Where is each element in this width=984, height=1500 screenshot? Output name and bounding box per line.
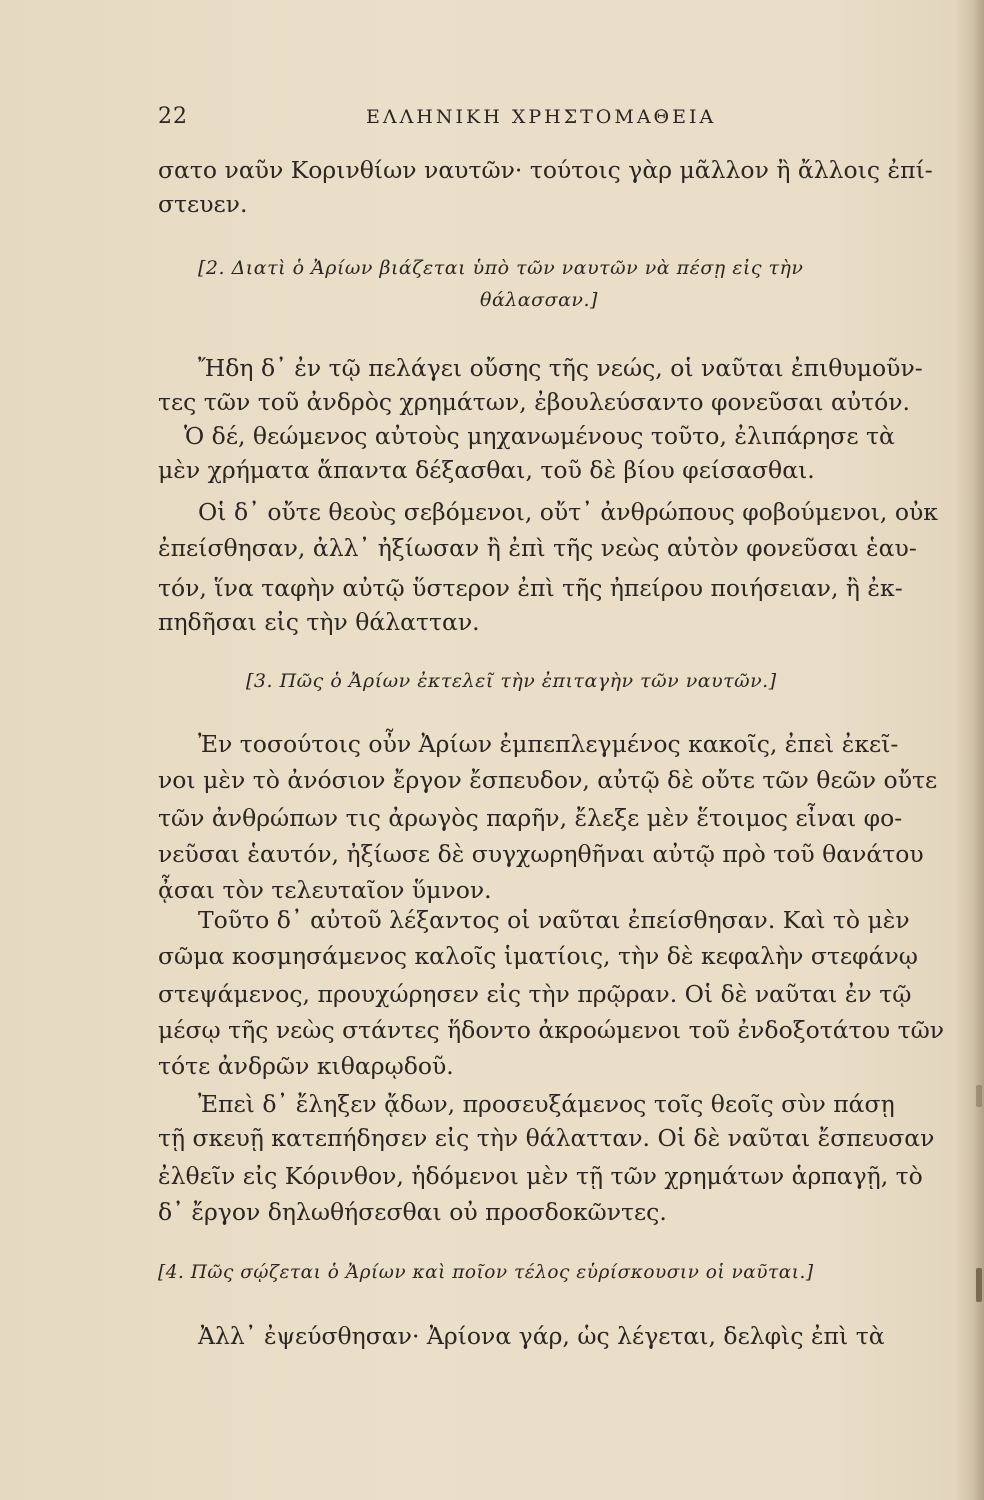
page-edge-mark — [976, 1268, 982, 1302]
text-line: νεῦσαι ἑαυτόν, ἠξίωσε δὲ συγχωρηθῆναι αὐτῷ πρὸ τοῦ θανάτου — [158, 840, 924, 868]
page-header — [158, 104, 918, 138]
text-line: δ᾿ ἔργον δηλωθήσεσθαι οὐ προσδοκῶντες. — [158, 1198, 667, 1226]
page-number: 22 — [158, 104, 188, 129]
text-line: τῇ σκευῇ κατεπήδησεν εἰς τὴν θάλατταν. Οἱ δὲ ναῦται ἔσπευσαν — [158, 1124, 935, 1152]
text-line: σατο ναῦν Κορινθίων ναυτῶν· τούτοις γὰρ μᾶλλον ἢ ἄλλοις ἐπί- — [158, 156, 933, 184]
text-line: τῶν ἀνθρώπων τις ἀρωγὸς παρῆν, ἔλεξε μὲν ἕτοιμος εἶναι φο- — [158, 804, 903, 832]
section-heading: [4. Πῶς σῴζεται ὁ Ἀρίων καὶ ποῖον τέλος εὑρίσκουσιν οἱ ναῦται.] — [158, 1262, 814, 1283]
section-heading: θάλασσαν.] — [480, 289, 598, 311]
text-line: Ἐπεὶ δ᾿ ἔληξεν ᾄδων, προσευξάμενος τοῖς θεοῖς σὺν πάσῃ — [198, 1090, 895, 1118]
text-line: σῶμα κοσμησάμενος καλοῖς ἱματίοις, τὴν δὲ κεφαλὴν στεφάνῳ — [158, 942, 918, 970]
text-line: στεψάμενος, προυχώρησεν εἰς τὴν πρῷραν. Οἱ δὲ ναῦται ἐν τῷ — [158, 980, 912, 1008]
text-line: Οἱ δ᾿ οὔτε θεοὺς σεβόμενοι, οὔτ᾿ ἀνθρώπους φοβούμενοι, οὐκ — [198, 498, 938, 526]
text-line: πηδῆσαι εἰς τὴν θάλατταν. — [158, 608, 480, 636]
text-line: νοι μὲν τὸ ἀνόσιον ἔργον ἔσπευδον, αὐτῷ δὲ οὔτε τῶν θεῶν οὔτε — [158, 766, 938, 794]
text-line: τόν, ἵνα ταφὴν αὐτῷ ὕστερον ἐπὶ τῆς ἠπείρου ποιήσειαν, ἢ ἐκ- — [158, 574, 903, 602]
text-line: στευεν. — [158, 190, 248, 218]
text-line: ἐλθεῖν εἰς Κόρινθον, ἡδόμενοι μὲν τῇ τῶν χρημάτων ἁρπαγῇ, τὸ — [158, 1162, 923, 1190]
text-line: ᾆσαι τὸν τελευταῖον ὕμνον. — [158, 876, 492, 904]
text-line: τες τῶν τοῦ ἀνδρὸς χρημάτων, ἐβουλεύσαντο φονεῦσαι αὐτόν. — [158, 388, 910, 416]
text-line: Ὁ δέ, θεώμενος αὐτοὺς μηχανωμένους τοῦτο, ἐλιπάρησε τὰ — [184, 422, 895, 450]
running-title: ΕΛΛΗΝΙΚΗ ΧΡΗΣΤΟΜΑΘΕΙΑ — [366, 106, 717, 128]
text-line: Τοῦτο δ᾿ αὐτοῦ λέξαντος οἱ ναῦται ἐπείσθησαν. Καὶ τὸ μὲν — [198, 906, 910, 934]
text-line: Ἀλλ᾿ ἐψεύσθησαν· Ἀρίονα γάρ, ὡς λέγεται, δελφὶς ἐπὶ τὰ — [198, 1322, 885, 1350]
section-heading: [2. Διατὶ ὁ Ἀρίων βιάζεται ὑπὸ τῶν ναυτῶν νὰ πέσῃ εἰς τὴν — [198, 257, 804, 279]
text-line: τότε ἀνδρῶν κιθαρῳδοῦ. — [158, 1052, 454, 1080]
text-line: Ἤδη δ᾿ ἐν τῷ πελάγει οὔσης τῆς νεώς, οἱ ναῦται ἐπιθυμοῦν- — [198, 354, 923, 382]
text-line: μέσῳ τῆς νεὼς στάντες ἥδοντο ἀκροώμενοι τοῦ ἐνδοξοτάτου τῶν — [158, 1016, 945, 1044]
text-line: μὲν χρήματα ἅπαντα δέξασθαι, τοῦ δὲ βίου φείσασθαι. — [158, 456, 815, 484]
text-line: ἐπείσθησαν, ἀλλ᾿ ἠξίωσαν ἢ ἐπὶ τῆς νεὼς αὐτὸν φονεῦσαι ἑαυ- — [158, 534, 917, 562]
section-heading: [3. Πῶς ὁ Ἀρίων ἐκτελεῖ τὴν ἐπιταγὴν τῶν ναυτῶν.] — [246, 670, 777, 692]
page-edge-mark — [976, 1085, 982, 1107]
text-line: Ἐν τοσούτοις οὖν Ἀρίων ἐμπεπλεγμένος κακοῖς, ἐπεὶ ἐκεῖ- — [198, 730, 899, 758]
